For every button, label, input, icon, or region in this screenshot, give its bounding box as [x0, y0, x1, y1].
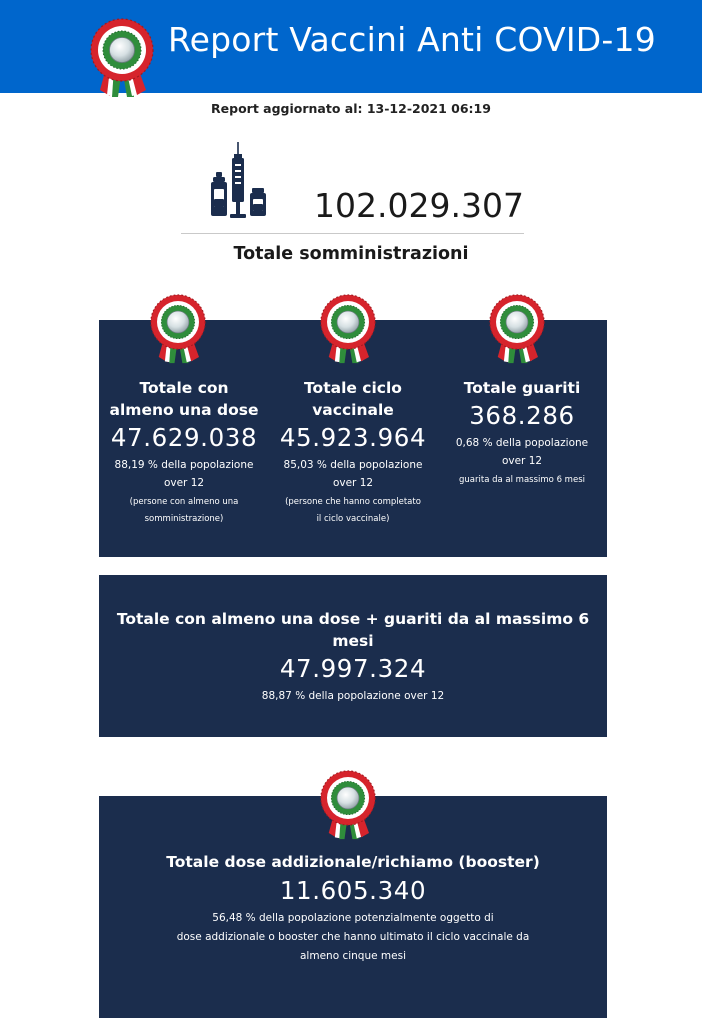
page-header: [0, 0, 702, 93]
total-administrations-value: 102.029.307: [314, 186, 524, 225]
booster-stat-title: Totale dose addizionale/richiamo (booster): [166, 853, 540, 871]
stat-pct-line: 88,19 % della popolazione: [114, 459, 254, 471]
stat-value: 47.629.038: [110, 423, 258, 452]
stat-title-line: Totale guariti: [463, 379, 581, 397]
stat-title: [268, 377, 438, 421]
cockade-icon: [320, 286, 376, 372]
divider: [181, 233, 524, 234]
stat-note-line: guarita da al massimo 6 mesi: [459, 475, 585, 485]
booster-desc-line: dose addizionale o booster che hanno ultimato il ciclo vaccinale da: [176, 931, 530, 943]
page-title: Report Vaccini Anti COVID-19: [168, 20, 656, 59]
stat-first-dose: [99, 377, 269, 528]
stat-percentage: [437, 434, 607, 470]
stat-pct-line: 85,03 % della popolazione: [283, 459, 423, 471]
stat-note: [437, 472, 607, 489]
cockade-icon: [489, 286, 545, 372]
cockade-icon: [150, 286, 206, 372]
dose-plus-recovered-panel: [99, 575, 607, 737]
stat-pct-line: over 12: [501, 455, 543, 467]
stat-pct-line: 0,68 % della popolazione: [455, 437, 589, 449]
combined-stat-title: Totale con almeno una dose + guariti da al massimo 6 mesi: [116, 610, 590, 650]
stat-title-line: Totale con: [139, 379, 229, 397]
stat-title-line: Totale ciclo: [304, 379, 402, 397]
stat-title: [437, 377, 607, 399]
stat-note-line: il ciclo vaccinale): [316, 514, 390, 524]
stat-title-line: vaccinale: [312, 401, 394, 419]
stat-title-line: almeno una dose: [109, 401, 259, 419]
stat-note-line: somministrazione): [144, 514, 224, 524]
stat-recovered: [437, 377, 607, 489]
stat-pct-line: over 12: [332, 477, 374, 489]
header-cockade-icon: [90, 9, 154, 107]
stat-value: 368.286: [469, 401, 575, 430]
stat-full-cycle: [268, 377, 438, 528]
stat-percentage: [268, 456, 438, 492]
report-updated-label: Report aggiornato al: 13-12-2021 06:19: [211, 101, 491, 116]
combined-stat-percentage: 88,87 % della popolazione over 12: [261, 690, 445, 702]
combined-stat-value: 47.997.324: [279, 654, 427, 683]
total-administrations-label: Totale somministrazioni: [233, 244, 469, 264]
stat-pct-line: over 12: [163, 477, 205, 489]
stat-title: [99, 377, 269, 421]
booster-stat-value: 11.605.340: [279, 876, 427, 905]
booster-stat: [99, 851, 607, 966]
booster-desc-line: 56,48 % della popolazione potenzialmente oggetto di: [212, 912, 494, 924]
booster-desc-line: almeno cinque mesi: [300, 950, 406, 962]
cockade-icon: [320, 762, 376, 848]
stat-note-line: (persone con almeno una: [129, 497, 239, 507]
stat-note-line: (persone che hanno completato: [285, 497, 421, 507]
stat-note: [268, 494, 438, 528]
combined-stat: [99, 608, 607, 706]
stat-note: [99, 494, 269, 528]
booster-stat-description: [99, 909, 607, 966]
stat-value: 45.923.964: [279, 423, 427, 452]
stat-percentage: [99, 456, 269, 492]
vaccine-syringe-icon: [206, 142, 270, 224]
